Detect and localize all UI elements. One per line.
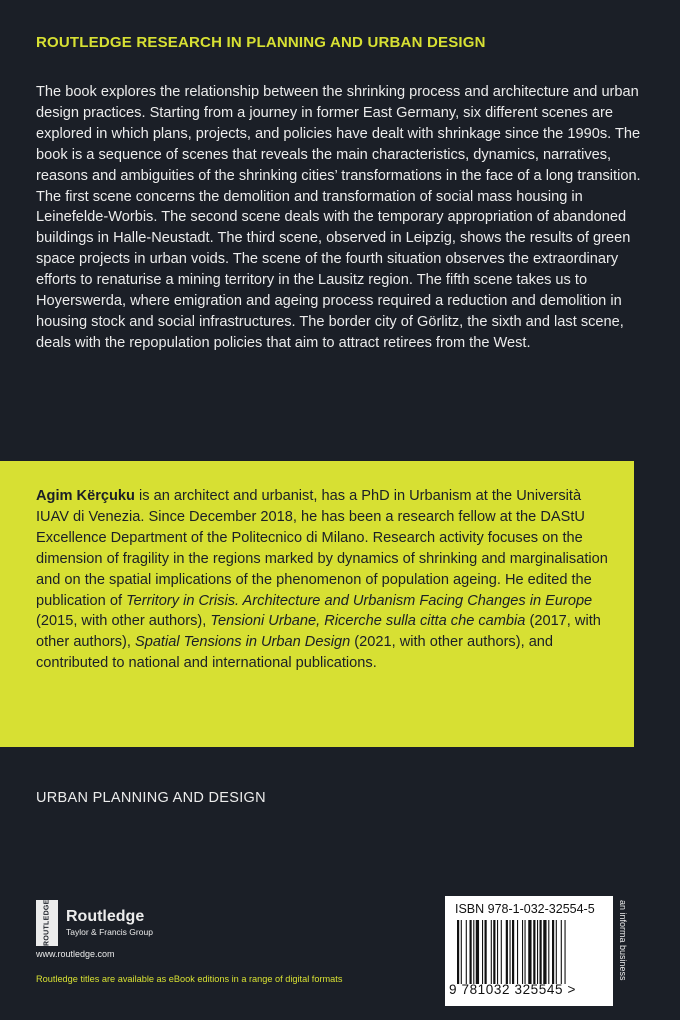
isbn-barcode-box (445, 896, 613, 1006)
publisher-logo (36, 900, 153, 946)
ebook-note: Routledge titles are available as eBook editions in a range of digital formats (36, 974, 343, 984)
publication-title-3: Spatial Tensions in Urban Design (134, 634, 351, 651)
series-title: ROUTLEDGE RESEARCH IN PLANNING AND URBAN DESIGN (36, 34, 486, 51)
author-name: Agim Kërçuku (36, 488, 135, 504)
author-bio-end: (2021, with other authors), and contributed to national and international publications. (36, 634, 554, 672)
publisher-website: www.routledge.com (36, 949, 115, 959)
barcode (457, 920, 601, 984)
publisher-group: Taylor & Francis Group (66, 927, 153, 937)
publication-note-2: (2017, with other authors), (36, 613, 601, 651)
isbn-digits: 9 781032 325545 > (449, 982, 576, 997)
book-description: The book explores the relationship between the shrinking process and architecture and urban design practices. Starting from a journey in former East Germany, six different scenes are explored in which plans, projects, and policies have dealt with shrinkage since the 1990s. The book is a sequence of scenes that reveals the main characteristics, dynamics, narratives, reasons and ambiguities of the shrinking cities’ transformations in the face of a long transition. The first scene concerns the demolition and transformation of social mass housing in Leinefelde-Worbis. The second scene deals with the temporary appropriation of abandoned buildings in Halle-Neustadt. The third scene, observed in Leipzig, shows the results of green space projects in urban voids. The scene of the fourth situation observes the extraordinary efforts to renaturise a mining territory in the Lausitz region. The fifth scene takes us to Hoyerswerda, where emigration and ageing process required a reduction and demolition in housing stock and social infrastructures. The border city of Görlitz, the sixth and last scene, deals with the repopulation policies that aim to attract retirees from the West. (36, 84, 641, 351)
routledge-mark: ROUTLEDGE (36, 900, 58, 946)
publication-title-1: Territory in Crisis. Architecture and Urbanism Facing Changes in Europe (126, 592, 593, 609)
isbn-label: ISBN 978-1-032-32554-5 (455, 902, 595, 916)
publication-note-1: (2015, with other authors), (36, 613, 211, 630)
publisher-name: Routledge (66, 908, 145, 925)
informa-business-note: an informa business (618, 900, 628, 981)
author-bio (36, 486, 616, 674)
publication-title-2: Tensioni Urbane, Ricerche sulla citta che cambia (210, 613, 526, 630)
author-bio-text: is an architect and urbanist, has a PhD in Urbanism at the Università IUAV di Venezia. Since December 2018, he has been a research fellow at the DAStU Excellence Department of the Politecnico di Milano. Research activity focuses on the dimension of fragility in the regions marked by dynamics of shrinking and marginalisation and on the spatial implications of the phenomenon of population ageing. He edited the publication of (36, 488, 608, 609)
subject-category: URBAN PLANNING AND DESIGN (36, 790, 266, 806)
author-bio-panel (0, 461, 634, 747)
